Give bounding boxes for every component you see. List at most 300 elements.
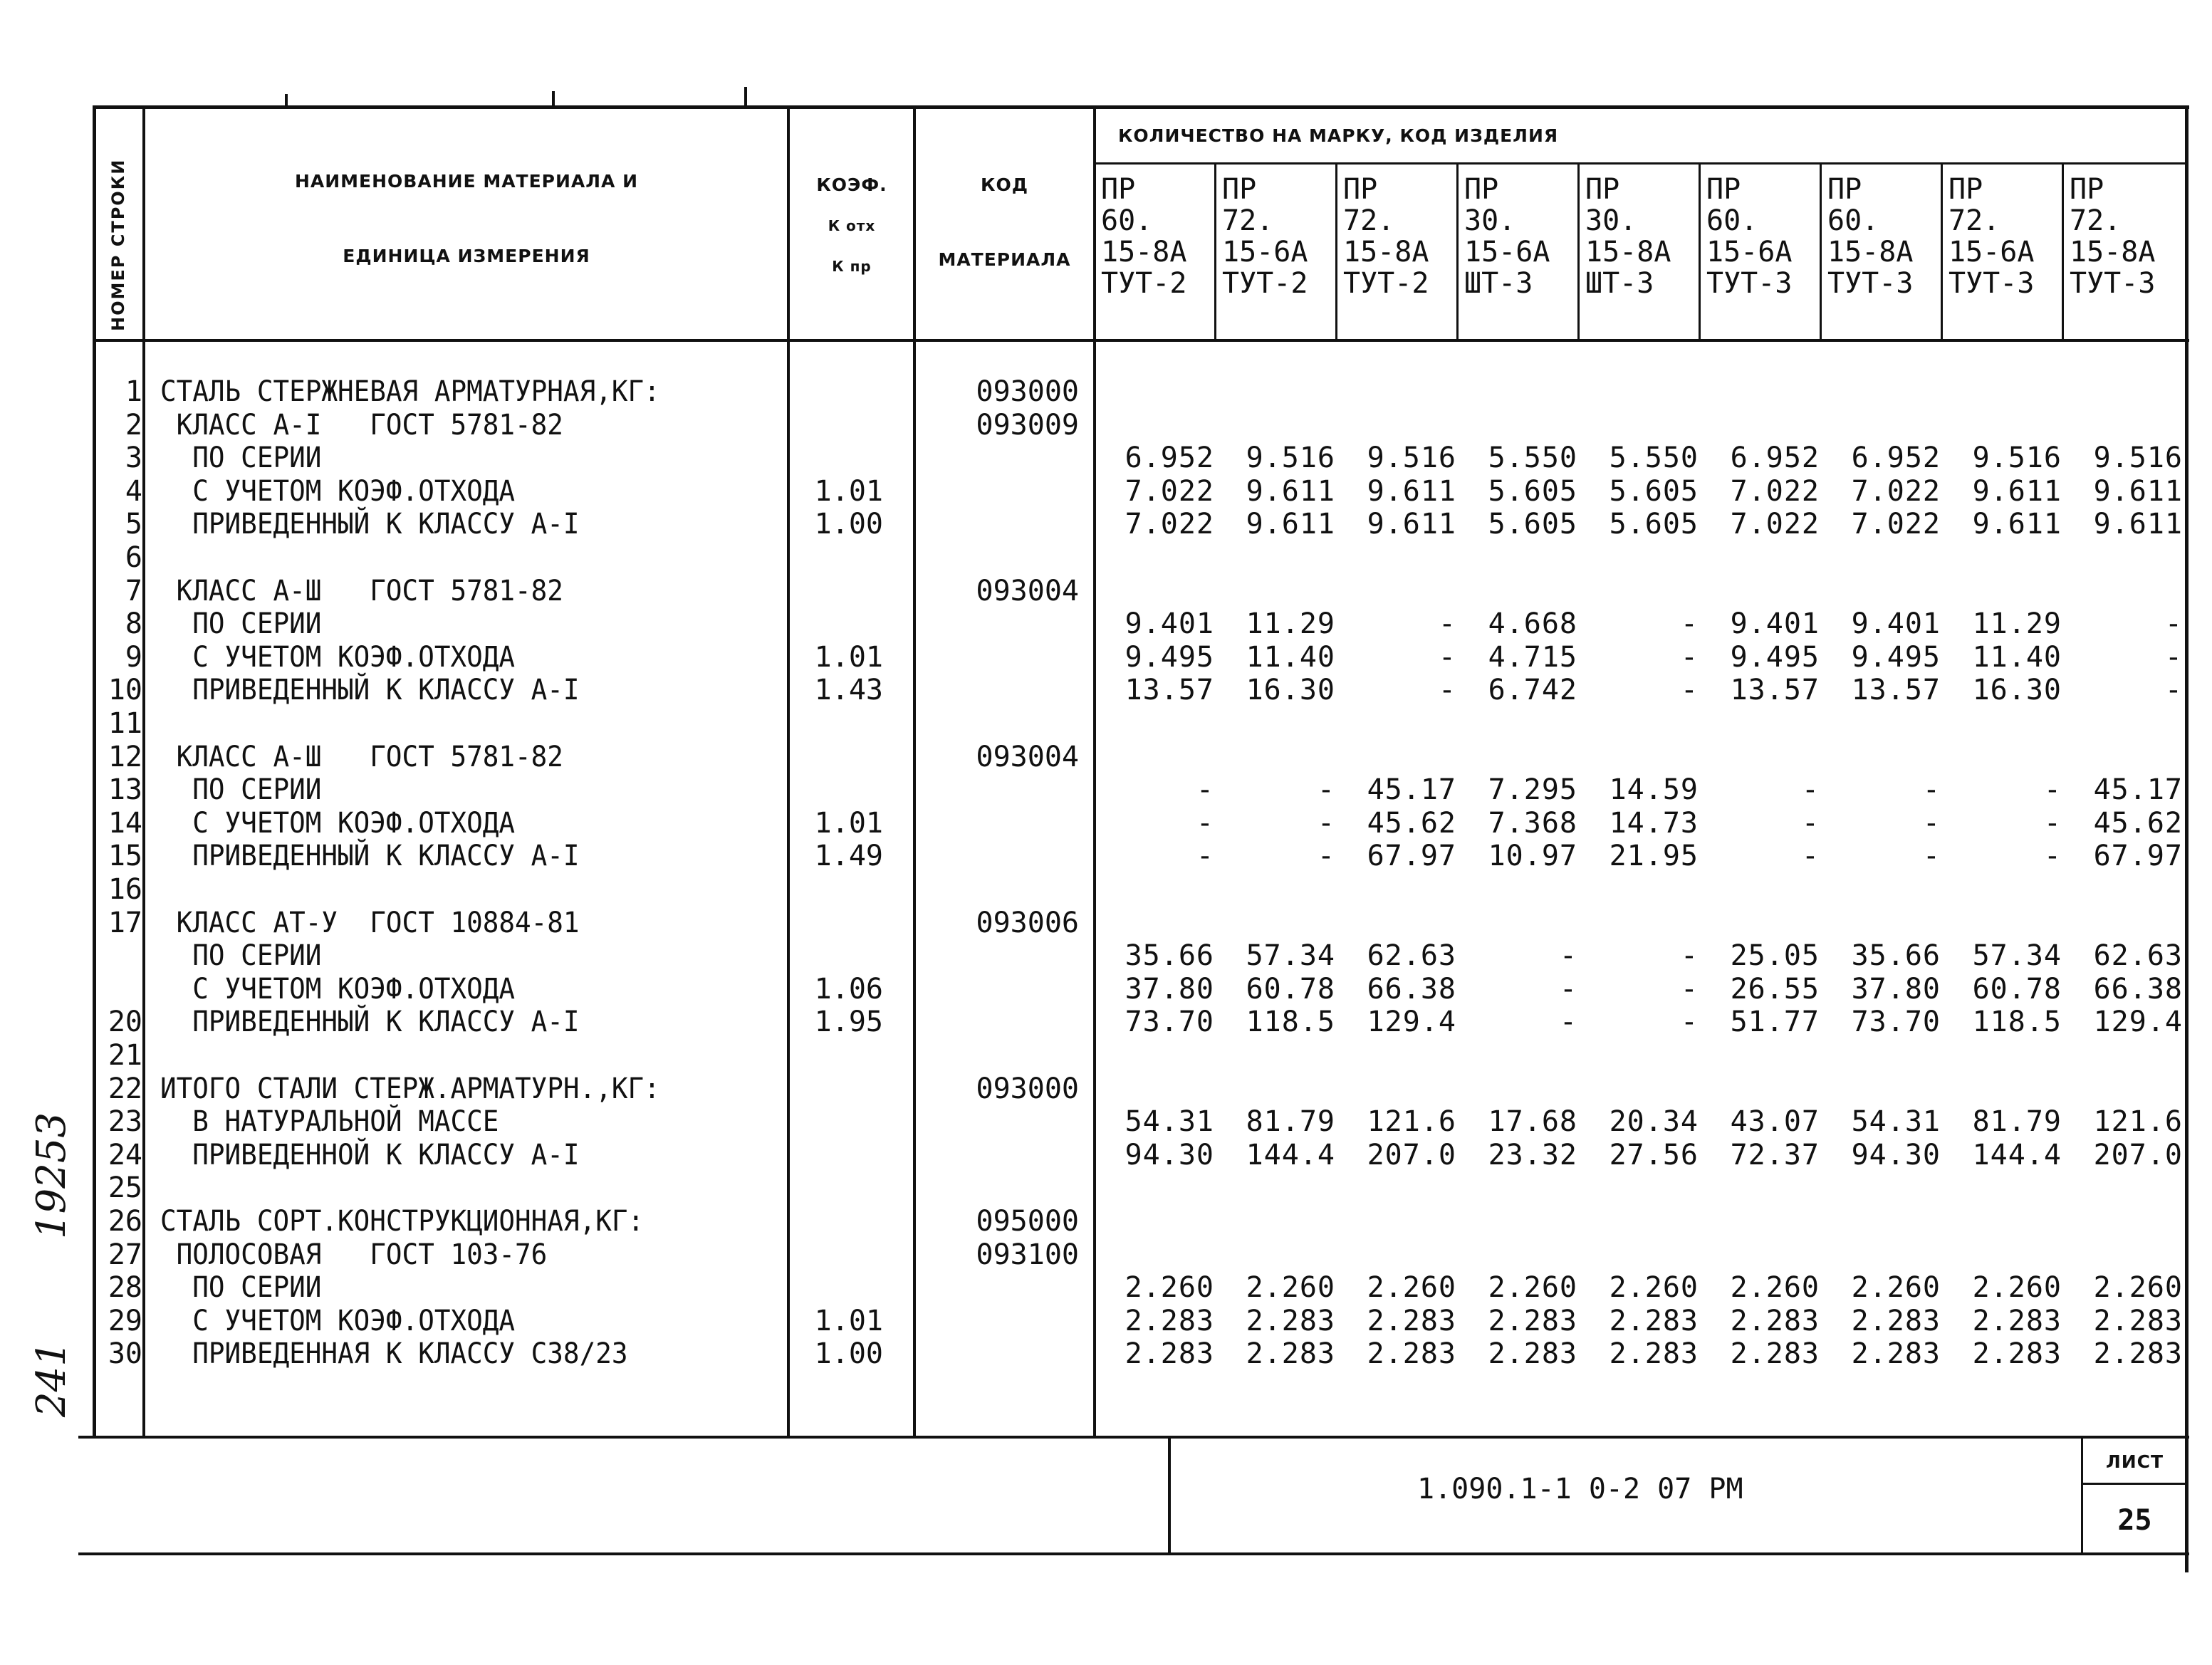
product-column-header-line: ПР xyxy=(1343,173,1378,206)
sheet-number: 25 xyxy=(2117,1504,2152,1537)
quantity-cell: 5.605 xyxy=(1488,508,1577,541)
quantity-cell: 57.34 xyxy=(1246,939,1335,973)
quantity-cell: - xyxy=(1196,773,1214,807)
sheet-box-mid xyxy=(2081,1483,2188,1485)
quantity-cell: 2.283 xyxy=(1609,1337,1699,1371)
material-name: ПРИВЕДЕННАЯ К КЛАССУ С38/23 xyxy=(160,1337,628,1371)
quantity-cell: 11.29 xyxy=(1972,607,2062,641)
material-name: ПО СЕРИИ xyxy=(160,939,322,973)
quantity-cell: 66.38 xyxy=(2093,972,2183,1006)
quantity-cell: - xyxy=(1680,972,1699,1006)
quantity-cell: 2.283 xyxy=(1246,1337,1335,1371)
frame-top-line xyxy=(93,105,2189,109)
material-code: 093009 xyxy=(976,408,1079,442)
row-number: 13 xyxy=(108,773,142,807)
coefficient: 1.01 xyxy=(814,1304,883,1337)
quantity-cell: 45.62 xyxy=(1367,806,1456,840)
quantity-cell: 9.611 xyxy=(2093,508,2183,541)
quantity-cell: 5.605 xyxy=(1609,508,1699,541)
code-header-line2: МАТЕРИАЛА xyxy=(938,249,1071,270)
quantity-cell: 20.34 xyxy=(1609,1105,1699,1139)
quantity-cell: 9.611 xyxy=(1246,508,1335,541)
quantity-cell: 51.77 xyxy=(1730,1006,1820,1039)
quantity-cell: 9.611 xyxy=(1246,474,1335,508)
quantity-cell: 81.79 xyxy=(1972,1105,2062,1139)
qty-header-line xyxy=(1093,162,2188,165)
quantity-cell: 9.495 xyxy=(1730,640,1820,674)
product-column-header-line: ТУТ-2 xyxy=(1101,267,1187,300)
quantity-cell: 35.66 xyxy=(1125,939,1214,973)
col-sep-8 xyxy=(2062,162,2064,340)
quantity-cell: 207.0 xyxy=(1367,1138,1456,1171)
product-column-header xyxy=(1706,174,1792,299)
row-number: 17 xyxy=(108,906,142,939)
material-code: 093000 xyxy=(976,375,1079,408)
product-column-header xyxy=(1222,174,1308,299)
quantity-cell: 81.79 xyxy=(1246,1105,1335,1139)
quantity-cell: 144.4 xyxy=(1972,1138,2062,1171)
product-column-header-line: 72. xyxy=(1222,204,1274,237)
quantity-cell: 7.022 xyxy=(1851,474,1941,508)
product-column-header-line: ПР xyxy=(2070,173,2104,206)
quantity-cell: 129.4 xyxy=(2093,1006,2183,1039)
material-name: ПОЛОСОВАЯ ГОСТ 103-76 xyxy=(160,1238,548,1271)
quantity-cell: 2.260 xyxy=(1367,1271,1456,1305)
quantity-cell: 35.66 xyxy=(1851,939,1941,973)
quantity-cell: 17.68 xyxy=(1488,1105,1577,1139)
quantity-cell: 2.283 xyxy=(1730,1337,1820,1371)
quantity-cell: - xyxy=(1680,674,1699,707)
row-number: 27 xyxy=(108,1238,142,1271)
quantity-cell: 26.55 xyxy=(1730,972,1820,1006)
quantity-cell: 9.516 xyxy=(1972,442,2062,475)
product-column-header-line: 15-6А xyxy=(1948,236,2035,268)
product-column-header-line: 72. xyxy=(2070,204,2122,237)
quantity-cell: - xyxy=(2043,840,2062,873)
coef-header-line1: КОЭФ. xyxy=(816,174,887,195)
quantity-cell: 2.283 xyxy=(1851,1304,1941,1337)
quantity-cell: 121.6 xyxy=(1367,1105,1456,1139)
row-number: 14 xyxy=(108,806,142,840)
quantity-cell: 62.63 xyxy=(2093,939,2183,973)
quantity-cell: 129.4 xyxy=(1367,1006,1456,1039)
quantity-cell: - xyxy=(2164,674,2183,707)
quantity-cell: 2.283 xyxy=(1367,1337,1456,1371)
row-number: 21 xyxy=(108,1039,142,1072)
row-number: 7 xyxy=(125,574,142,607)
col-line-rownum xyxy=(142,105,145,1437)
material-name: СТАЛЬ СТЕРЖНЕВАЯ АРМАТУРНАЯ,КГ: xyxy=(160,375,660,408)
material-name: В НАТУРАЛЬНОЙ МАССЕ xyxy=(160,1105,499,1139)
quantity-cell: - xyxy=(1317,840,1335,873)
quantity-cell: 45.17 xyxy=(2093,773,2183,807)
quantity-cell: 118.5 xyxy=(1972,1006,2062,1039)
row-number: 25 xyxy=(108,1171,142,1205)
row-number: 9 xyxy=(125,640,142,674)
quantity-cell: 9.611 xyxy=(1972,474,2062,508)
quantity-cell: - xyxy=(1438,640,1456,674)
row-number: 15 xyxy=(108,840,142,873)
quantity-cell: 9.516 xyxy=(1367,442,1456,475)
product-column-header-line: ПР xyxy=(1827,173,1862,206)
row-number: 11 xyxy=(108,707,142,740)
row-number: 22 xyxy=(108,1072,142,1105)
product-column-header-line: ТУТ-2 xyxy=(1343,267,1429,300)
product-column-header xyxy=(1101,174,1186,299)
coefficient: 1.43 xyxy=(814,674,883,707)
product-column-header-line: 60. xyxy=(1101,204,1153,237)
quantity-cell: 2.283 xyxy=(1972,1337,2062,1371)
quantity-cell: - xyxy=(1801,840,1820,873)
quantity-cell: - xyxy=(1196,840,1214,873)
quantity-cell: 2.283 xyxy=(1125,1337,1214,1371)
material-name: ПО СЕРИИ xyxy=(160,442,322,475)
row-number: 8 xyxy=(125,607,142,641)
quantity-cell: - xyxy=(1559,972,1577,1006)
quantity-cell: 14.59 xyxy=(1609,773,1699,807)
quantity-cell: 2.260 xyxy=(1246,1271,1335,1305)
quantity-cell: 7.368 xyxy=(1488,806,1577,840)
quantity-cell: 9.516 xyxy=(1246,442,1335,475)
quantity-cell: 73.70 xyxy=(1851,1006,1941,1039)
quantity-cell: 2.283 xyxy=(1851,1337,1941,1371)
material-code: 093004 xyxy=(976,740,1079,773)
coefficient: 1.01 xyxy=(814,474,883,508)
coefficient: 1.01 xyxy=(814,806,883,840)
material-name: ПРИВЕДЕННЫЙ К КЛАССУ А-I xyxy=(160,840,580,873)
quantity-cell: 2.283 xyxy=(2093,1337,2183,1371)
coef-header-line2: К отх xyxy=(828,217,876,234)
quantity-cell: 9.611 xyxy=(1367,474,1456,508)
quantity-cell: 7.022 xyxy=(1851,508,1941,541)
quantity-cell: 2.283 xyxy=(1972,1304,2062,1337)
quantity-cell: 94.30 xyxy=(1851,1138,1941,1171)
quantity-cell: 13.57 xyxy=(1125,674,1214,707)
quantity-cell: - xyxy=(1680,640,1699,674)
quantity-cell: 54.31 xyxy=(1125,1105,1214,1139)
quantity-cell: - xyxy=(1559,939,1577,973)
material-code: 093100 xyxy=(976,1238,1079,1271)
row-number: 1 xyxy=(125,375,142,408)
page-number-note: 241 xyxy=(28,1341,75,1417)
quantity-cell: - xyxy=(1922,806,1941,840)
quantity-cell: - xyxy=(1801,773,1820,807)
col-line-coef xyxy=(913,105,916,1437)
footer-bottom-line xyxy=(78,1552,2189,1555)
coef-header-line3: К пр xyxy=(832,258,872,275)
material-name: С УЧЕТОМ КОЭФ.ОТХОДА xyxy=(160,474,516,508)
row-number: 30 xyxy=(108,1337,142,1371)
quantity-cell: - xyxy=(1317,773,1335,807)
product-column-header xyxy=(1827,174,1913,299)
product-column-header-line: 15-6А xyxy=(1706,236,1793,268)
quantity-cell: 2.283 xyxy=(1125,1304,1214,1337)
quantity-cell: 7.022 xyxy=(1730,474,1820,508)
material-code: 093000 xyxy=(976,1072,1079,1105)
quantity-cell: 144.4 xyxy=(1246,1138,1335,1171)
quantity-cell: - xyxy=(2043,773,2062,807)
quantity-cell: 2.283 xyxy=(1367,1304,1456,1337)
row-number: 10 xyxy=(108,674,142,707)
inventory-number: 19253 xyxy=(28,1112,75,1239)
quantity-cell: 5.605 xyxy=(1609,474,1699,508)
quantity-cell: 67.97 xyxy=(1367,840,1456,873)
quantity-cell: 16.30 xyxy=(1246,674,1335,707)
material-name: С УЧЕТОМ КОЭФ.ОТХОДА xyxy=(160,640,516,674)
row-number: 2 xyxy=(125,408,142,442)
quantity-cell: 54.31 xyxy=(1851,1105,1941,1139)
document-code: 1.090.1-1 0-2 07 РМ xyxy=(1417,1473,1743,1505)
quantity-cell: 6.952 xyxy=(1125,442,1214,475)
material-name: ИТОГО СТАЛИ СТЕРЖ.АРМАТУРН.,КГ: xyxy=(160,1072,660,1105)
quantity-cell: 9.401 xyxy=(1851,607,1941,641)
material-name: КЛАСС А-I ГОСТ 5781-82 xyxy=(160,408,563,442)
quantity-cell: 10.97 xyxy=(1488,840,1577,873)
quantity-cell: 60.78 xyxy=(1972,972,2062,1006)
quantity-cell: - xyxy=(1196,806,1214,840)
product-column-header-line: 30. xyxy=(1464,204,1516,237)
material-name: КЛАСС АТ-У ГОСТ 10884-81 xyxy=(160,906,580,939)
quantity-cell: 2.283 xyxy=(1488,1337,1577,1371)
quantity-cell: 7.295 xyxy=(1488,773,1577,807)
product-column-header-line: ПР xyxy=(1585,173,1620,206)
material-name: ПРИВЕДЕННЫЙ К КЛАССУ А-I xyxy=(160,508,580,541)
quantity-cell: 37.80 xyxy=(1851,972,1941,1006)
product-column-header-line: 15-8А xyxy=(1827,236,1914,268)
col-sep-6 xyxy=(1820,162,1822,340)
product-column-header-line: ШТ-3 xyxy=(1464,267,1533,300)
product-column-header-line: ТУТ-2 xyxy=(1222,267,1308,300)
product-column-header-line: 72. xyxy=(1948,204,2000,237)
row-number: 20 xyxy=(108,1006,142,1039)
material-code: 093006 xyxy=(976,906,1079,939)
product-column-header-line: 60. xyxy=(1827,204,1879,237)
col-sep-3 xyxy=(1456,162,1459,340)
quantity-cell: 43.07 xyxy=(1730,1105,1820,1139)
quantity-cell: - xyxy=(2043,806,2062,840)
product-column-header-line: ПР xyxy=(1222,173,1257,206)
quantity-cell: 45.17 xyxy=(1367,773,1456,807)
col-sep-1 xyxy=(1214,162,1216,340)
product-column-header-line: ПР xyxy=(1948,173,1983,206)
quantity-cell: 2.260 xyxy=(1609,1271,1699,1305)
material-name: ПО СЕРИИ xyxy=(160,773,322,807)
row-number: 3 xyxy=(125,442,142,475)
product-column-header-line: 15-6А xyxy=(1464,236,1550,268)
material-name: С УЧЕТОМ КОЭФ.ОТХОДА xyxy=(160,806,516,840)
col-line-code xyxy=(1093,105,1096,1437)
quantity-cell: 9.495 xyxy=(1125,640,1214,674)
quantity-cell: 5.605 xyxy=(1488,474,1577,508)
col-sep-7 xyxy=(1941,162,1943,340)
quantity-cell: 23.32 xyxy=(1488,1138,1577,1171)
quantity-cell: 118.5 xyxy=(1246,1006,1335,1039)
product-column-header-line: 72. xyxy=(1343,204,1395,237)
header-bottom-line xyxy=(93,339,2189,342)
product-column-header xyxy=(1585,174,1671,299)
quantity-cell: 2.283 xyxy=(1488,1304,1577,1337)
qty-header: КОЛИЧЕСТВО НА МАРКУ, КОД ИЗДЕЛИЯ xyxy=(1118,125,1559,146)
footer-divider xyxy=(1168,1436,1171,1555)
row-number: 5 xyxy=(125,508,142,541)
quantity-cell: 72.37 xyxy=(1730,1138,1820,1171)
row-number: 28 xyxy=(108,1271,142,1305)
quantity-cell: 6.952 xyxy=(1851,442,1941,475)
quantity-cell: 27.56 xyxy=(1609,1138,1699,1171)
quantity-cell: 13.57 xyxy=(1730,674,1820,707)
quantity-cell: 37.80 xyxy=(1125,972,1214,1006)
product-column-header-line: ТУТ-3 xyxy=(1827,267,1914,300)
quantity-cell: 9.611 xyxy=(1972,508,2062,541)
quantity-cell: - xyxy=(1801,806,1820,840)
quantity-cell: - xyxy=(1922,773,1941,807)
tick-mark-1 xyxy=(285,94,288,108)
quantity-cell: 2.283 xyxy=(1609,1304,1699,1337)
material-name: СТАЛЬ СОРТ.КОНСТРУКЦИОННАЯ,КГ: xyxy=(160,1205,645,1238)
quantity-cell: 5.550 xyxy=(1609,442,1699,475)
coefficient: 1.06 xyxy=(814,972,883,1006)
quantity-cell: 207.0 xyxy=(2093,1138,2183,1171)
col-sep-5 xyxy=(1699,162,1701,340)
product-column-header-line: 15-8А xyxy=(2070,236,2156,268)
material-code: 095000 xyxy=(976,1205,1079,1238)
quantity-cell: 9.611 xyxy=(2093,474,2183,508)
name-header-line1: НАИМЕНОВАНИЕ МАТЕРИАЛА И xyxy=(294,171,639,192)
quantity-cell: 2.260 xyxy=(1730,1271,1820,1305)
quantity-cell: 16.30 xyxy=(1972,674,2062,707)
quantity-cell: 6.952 xyxy=(1730,442,1820,475)
code-header-line1: КОД xyxy=(981,174,1028,195)
quantity-cell: 9.401 xyxy=(1730,607,1820,641)
tick-mark-3 xyxy=(744,87,747,108)
material-name: КЛАСС А-Ш ГОСТ 5781-82 xyxy=(160,740,563,773)
tick-mark-2 xyxy=(552,91,555,108)
quantity-cell: 4.668 xyxy=(1488,607,1577,641)
quantity-cell: 11.29 xyxy=(1246,607,1335,641)
name-header-line2: ЕДИНИЦА ИЗМЕРЕНИЯ xyxy=(343,246,590,266)
quantity-cell: 9.495 xyxy=(1851,640,1941,674)
quantity-cell: 2.260 xyxy=(2093,1271,2183,1305)
quantity-cell: 45.62 xyxy=(2093,806,2183,840)
quantity-cell: 2.283 xyxy=(1730,1304,1820,1337)
product-column-header-line: 60. xyxy=(1706,204,1758,237)
quantity-cell: 121.6 xyxy=(2093,1105,2183,1139)
product-column-header-line: ТУТ-3 xyxy=(2070,267,2156,300)
quantity-cell: 2.260 xyxy=(1488,1271,1577,1305)
quantity-cell: 2.283 xyxy=(1246,1304,1335,1337)
quantity-cell: 9.611 xyxy=(1367,508,1456,541)
quantity-cell: - xyxy=(1680,607,1699,641)
quantity-cell: 7.022 xyxy=(1125,508,1214,541)
quantity-cell: 25.05 xyxy=(1730,939,1820,973)
quantity-cell: - xyxy=(2164,640,2183,674)
product-column-header-line: 30. xyxy=(1585,204,1637,237)
quantity-cell: 21.95 xyxy=(1609,840,1699,873)
material-name: ПО СЕРИИ xyxy=(160,607,322,641)
product-column-header-line: 15-6А xyxy=(1222,236,1308,268)
row-number: 29 xyxy=(108,1304,142,1337)
quantity-cell: 2.260 xyxy=(1851,1271,1941,1305)
coefficient: 1.00 xyxy=(814,508,883,541)
row-number: 16 xyxy=(108,873,142,906)
product-column-header-line: ТУТ-3 xyxy=(1948,267,2035,300)
coefficient: 1.00 xyxy=(814,1337,883,1371)
col-sep-4 xyxy=(1577,162,1580,340)
quantity-cell: - xyxy=(2164,607,2183,641)
product-column-header-line: ШТ-3 xyxy=(1585,267,1654,300)
col-sep-2 xyxy=(1335,162,1337,340)
row-number: 6 xyxy=(125,541,142,574)
frame-right-line xyxy=(2185,105,2188,1572)
material-name: ПО СЕРИИ xyxy=(160,1271,322,1305)
quantity-cell: 11.40 xyxy=(1246,640,1335,674)
coefficient: 1.95 xyxy=(814,1006,883,1039)
material-name: КЛАСС А-Ш ГОСТ 5781-82 xyxy=(160,574,563,607)
material-name: С УЧЕТОМ КОЭФ.ОТХОДА xyxy=(160,972,516,1006)
quantity-cell: 9.516 xyxy=(2093,442,2183,475)
product-column-header-line: 15-8А xyxy=(1101,236,1187,268)
row-number: 12 xyxy=(108,740,142,773)
product-column-header-line: ПР xyxy=(1464,173,1499,206)
quantity-cell: - xyxy=(1317,806,1335,840)
quantity-cell: 94.30 xyxy=(1125,1138,1214,1171)
quantity-cell: 66.38 xyxy=(1367,972,1456,1006)
quantity-cell: 5.550 xyxy=(1488,442,1577,475)
quantity-cell: 4.715 xyxy=(1488,640,1577,674)
product-column-header xyxy=(2070,174,2155,299)
row-number: 23 xyxy=(108,1105,142,1139)
product-column-header-line: 15-8А xyxy=(1343,236,1429,268)
product-column-header-line: ПР xyxy=(1706,173,1741,206)
quantity-cell: - xyxy=(1922,840,1941,873)
product-column-header xyxy=(1343,174,1429,299)
row-number: 26 xyxy=(108,1205,142,1238)
quantity-cell: 57.34 xyxy=(1972,939,2062,973)
coefficient: 1.49 xyxy=(814,840,883,873)
material-code: 093004 xyxy=(976,574,1079,607)
sheet-label: ЛИСТ xyxy=(2105,1451,2164,1472)
coefficient: 1.01 xyxy=(814,640,883,674)
quantity-cell: 62.63 xyxy=(1367,939,1456,973)
quantity-cell: 13.57 xyxy=(1851,674,1941,707)
col-line-name xyxy=(787,105,790,1437)
product-column-header-line: 15-8А xyxy=(1585,236,1671,268)
quantity-cell: 7.022 xyxy=(1730,508,1820,541)
quantity-cell: 60.78 xyxy=(1246,972,1335,1006)
product-column-header-line: ТУТ-3 xyxy=(1706,267,1793,300)
quantity-cell: 2.260 xyxy=(1972,1271,2062,1305)
quantity-cell: 6.742 xyxy=(1488,674,1577,707)
quantity-cell: 67.97 xyxy=(2093,840,2183,873)
quantity-cell: 2.283 xyxy=(2093,1304,2183,1337)
quantity-cell: 2.260 xyxy=(1125,1271,1214,1305)
quantity-cell: 9.401 xyxy=(1125,607,1214,641)
product-column-header xyxy=(1464,174,1550,299)
quantity-cell: 7.022 xyxy=(1125,474,1214,508)
product-column-header xyxy=(1948,174,2034,299)
quantity-cell: 11.40 xyxy=(1972,640,2062,674)
quantity-cell: - xyxy=(1680,1006,1699,1039)
quantity-cell: 14.73 xyxy=(1609,806,1699,840)
material-name: С УЧЕТОМ КОЭФ.ОТХОДА xyxy=(160,1304,516,1337)
quantity-cell: 73.70 xyxy=(1125,1006,1214,1039)
quantity-cell: - xyxy=(1680,939,1699,973)
row-number: 24 xyxy=(108,1138,142,1171)
quantity-cell: - xyxy=(1559,1006,1577,1039)
quantity-cell: - xyxy=(1438,607,1456,641)
quantity-cell: - xyxy=(1438,674,1456,707)
row-number: 4 xyxy=(125,474,142,508)
